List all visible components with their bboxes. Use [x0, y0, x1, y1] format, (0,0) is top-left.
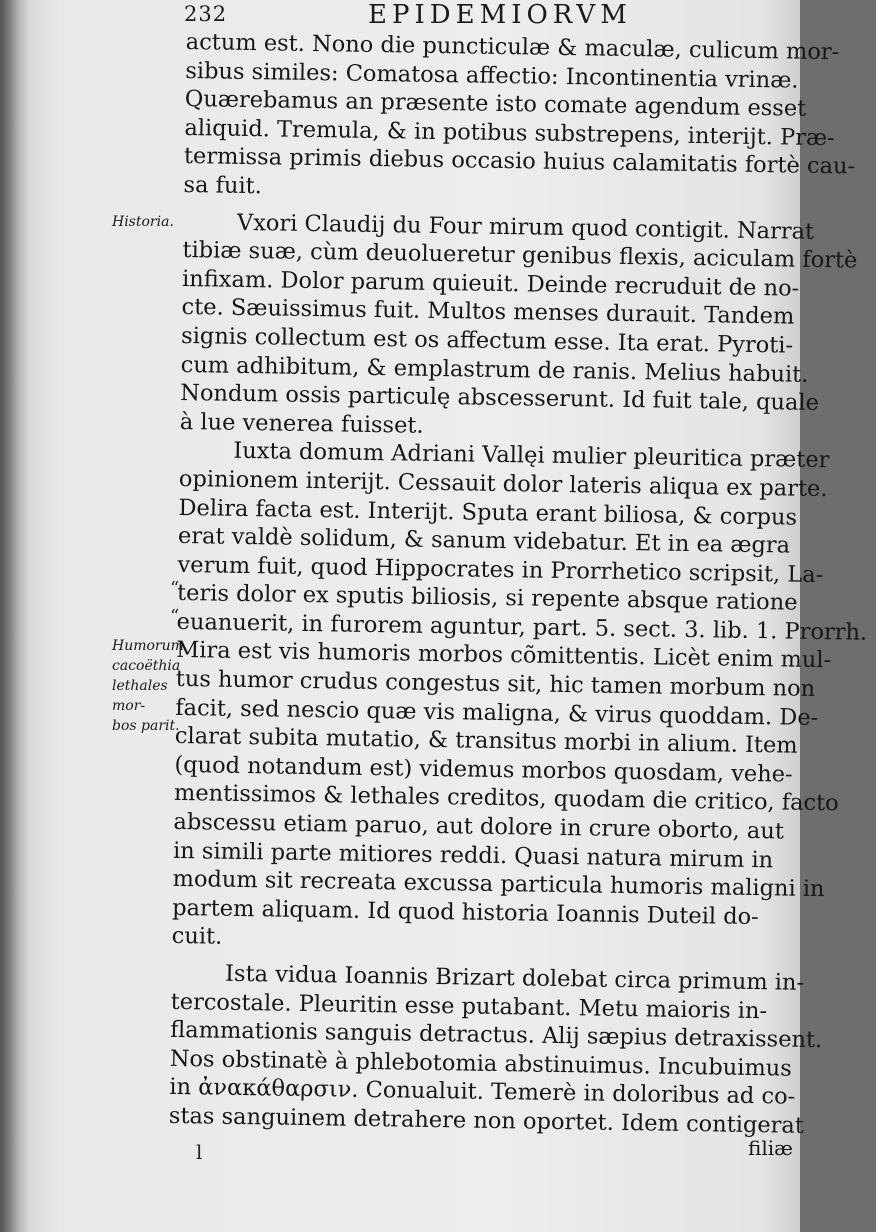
text-line: Ista vidua Ioannis Brizart dolebat circa primum in-: [224, 960, 805, 996]
text-line: cum adhibitum, & emplastrum de ranis. Melius habuit.: [180, 351, 809, 388]
text-line: stas sanguinem detrahere non oportet. Idem contigerat: [168, 1102, 805, 1139]
text-line: termissa primis diebus occasio huius calamitatis fortè cau-: [183, 143, 856, 180]
text-line: sibus similes: Comatosa affectio: Incontinentia vrinæ.: [185, 57, 799, 94]
text-line: mentissimos & lethales creditos, quodam die critico, facto: [173, 780, 839, 817]
text-line: verum fuit, quod Hippocrates in Prorrhetico scripsit, La-: [177, 551, 824, 588]
text-line: Nondum ossis particulę abscesserunt. Id fuit tale, quale: [180, 380, 820, 417]
text-line: aliquid. Tremula, & in potibus substrepens, interijt. Præ-: [184, 114, 835, 151]
body-text: [168, 28, 868, 1140]
text-line: in simili parte mitiores reddi. Quasi natura mirum in: [172, 837, 774, 873]
text-line: euanuerit, in furorem aguntur, part. 5. sect. 3. lib. 1. Prorrh.: [176, 608, 868, 646]
text-line: actum est. Nono die puncticulæ & maculæ, culicum mor-: [185, 28, 840, 66]
margin-note-line: Humorum: [112, 638, 184, 654]
text-line: Quærebamus an præsente isto comate agendum esset: [184, 86, 807, 122]
text-line: cuit.: [171, 923, 223, 951]
text-line: cte. Sæuissimus fuit. Multos menses durauit. Tandem: [181, 294, 795, 330]
text-line: modum sit recreata excussa particula humoris maligni in: [172, 866, 825, 903]
text-line: abscessu etiam paruo, aut dolore in crure oborto, aut: [173, 808, 785, 845]
text-line: in ἀνακάθαρσιν. Conualuit. Temerè in doloribus ad co-: [169, 1074, 796, 1111]
page-header: [178, 0, 778, 30]
text-line: facit, sed nescio quæ vis maligna, & virus quoddam. De-: [175, 694, 819, 731]
text-line: signis collectum est os affectum esse. Ita erat. Pyroti-: [180, 322, 794, 359]
running-head: EPIDEMIORVM: [368, 0, 632, 30]
text-line: Delira facta est. Interijt. Sputa erant biliosa, & corpus: [178, 494, 798, 531]
margin-note-line: bos parit.: [112, 718, 180, 734]
text-line: teris dolor ex sputis biliosis, si repente absque ratione: [176, 580, 798, 616]
text-line: opinionem interijt. Cessauit dolor lateris aliqua ex parte.: [178, 465, 828, 503]
text-line: infixam. Dolor parum quieuit. Deinde recruduit de no-: [181, 265, 800, 302]
text-line: (quod notandum est) videmus morbos quosdam, vehe-: [174, 751, 793, 788]
quote-mark: “: [170, 578, 180, 599]
text-line: clarat subita mutatio, & transitus morbi in alium. Item: [174, 723, 798, 759]
text-line: tercostale. Pleuritin esse putabant. Metu maioris in-: [170, 988, 768, 1024]
spine-shadow: [0, 0, 28, 1232]
text-line: Mira est vis humoris morbos cõmittentis. Licèt enim mul-: [176, 637, 832, 674]
margin-note-line: cacoëthia: [112, 658, 181, 674]
text-line: partem aliquam. Id quod historia Ioannis Duteil do-: [171, 894, 759, 930]
text-line: Nos obstinatè à phlebotomia abstinuimus. Incubuimus: [169, 1045, 793, 1082]
text-line: flammationis sanguis detractus. Alij sæpius detraxissent.: [170, 1017, 823, 1054]
stray-mark: l: [196, 1140, 203, 1164]
margin-note-line: lethales mor-: [112, 678, 168, 714]
text-line: Iuxta domum Adriani Vallęi mulier pleuritica præter: [233, 438, 830, 474]
catchword: filiæ: [748, 1136, 793, 1160]
text-line: sa fuit.: [183, 171, 263, 200]
text-line: tibiæ suæ, cùm deuolueretur genibus flexis, aciculam fortè: [182, 237, 858, 274]
text-line: tus humor crudus congestus sit, hic tamen morbum non: [175, 665, 816, 703]
text-line: Vxori Claudij du Four mirum quod contigit. Narrat: [236, 209, 815, 245]
quote-mark: “: [170, 606, 180, 627]
text-line: erat valdè solidum, & sanum videbatur. Et in ea ægra: [177, 523, 791, 559]
page-number: 232: [184, 2, 228, 26]
text-line: à lue venerea fuisset.: [179, 408, 424, 439]
margin-note-historia: Historia.: [112, 214, 174, 230]
